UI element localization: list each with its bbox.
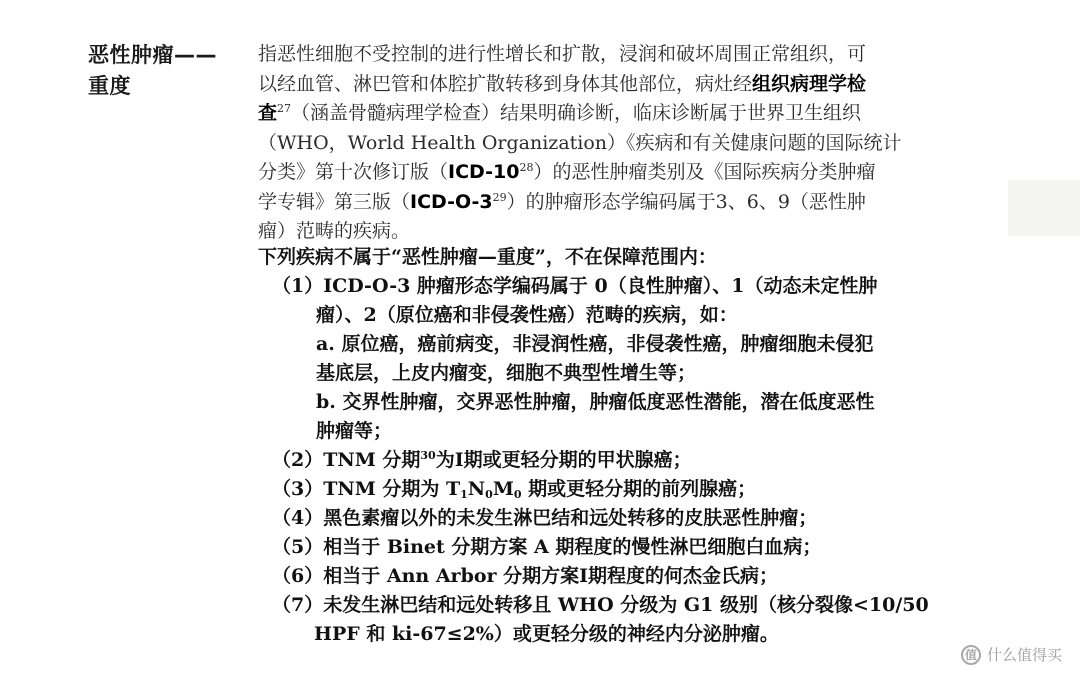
footnote-ref: 28 [519, 161, 534, 174]
scan-edge-band [1008, 180, 1080, 236]
subscript: 0 [485, 488, 493, 501]
definition-line [258, 99, 998, 129]
exclusion-item: （1）ICD-O-3 肿瘤形态学编码属于 0（良性肿瘤）、1（动态未定性肿 [272, 275, 878, 297]
bold-code: ICD-10 [448, 161, 520, 183]
zhi-logo-icon: 值 [961, 645, 981, 665]
definition-line [258, 70, 998, 100]
exclusion-item [258, 475, 998, 504]
term-heading [88, 40, 248, 102]
subscript: 1 [460, 488, 468, 501]
footnote-ref: 30 [420, 449, 436, 462]
definition-line: 指恶性细胞不受控制的进行性增长和扩散，浸润和破坏周围正常组织，可 [258, 43, 867, 65]
exclusion-item-cont: HPF 和 ki-67≤2%）或更轻分级的神经内分泌肿瘤。 [314, 623, 779, 645]
exclusion-subitem-cont: 基底层，上皮内瘤变，细胞不典型性增生等； [316, 362, 697, 384]
text-run: （2）TNM 分期 [272, 449, 421, 471]
subscript: 0 [513, 488, 522, 501]
watermark-text: 什么值得买 [986, 646, 1062, 664]
watermark [961, 644, 1062, 665]
text-run: ）的恶性肿瘤类别及《国际疾病分类肿瘤 [533, 161, 876, 183]
exclusion-item [258, 446, 998, 475]
exclusion-subitem: b. 交界性肿瘤，交界恶性肿瘤，肿瘤低度恶性潜能，潜在低度恶性 [316, 391, 875, 413]
exclusion-item: （4）黑色素瘤以外的未发生淋巴结和远处转移的皮肤恶性肿瘤； [272, 507, 818, 529]
exclusion-item: （6）相当于 Ann Arbor 分期方案Ⅰ期程度的何杰金氏病； [272, 565, 779, 587]
text-run: 以经血管、淋巴管和体腔扩散转移到身体其他部位，病灶经 [258, 72, 753, 95]
text-run: M [492, 478, 514, 500]
exclusion-subitem-cont: 肿瘤等； [316, 420, 393, 442]
text-run: N [467, 478, 486, 500]
bold-term: 查 [258, 102, 278, 124]
exclusion-item-cont: 瘤）、2（原位癌和非侵袭性癌）范畴的疾病，如： [316, 304, 738, 326]
definition-line: 瘤）范畴的疾病。 [258, 220, 411, 242]
text-run: 学专辑》第三版（ [258, 190, 411, 213]
definition-line [258, 188, 998, 218]
exclusions-heading: 下列疾病不属于“恶性肿瘤—重度”，不在保障范围内： [258, 246, 717, 268]
exclusions-list [258, 243, 998, 649]
bold-term: 组织病理学检 [752, 72, 867, 95]
text-run: （涵盖骨髓病理学检查）结果明确诊断，临床诊断属于世界卫生组织 [291, 102, 862, 124]
definition-line: （WHO，World Health Organization）《疾病和有关健康问题的国际统计 [258, 131, 902, 154]
bold-code: ICD-O-3 [410, 190, 493, 213]
term-line: 重度 [88, 74, 131, 98]
text-run: ）的肿瘤形态学编码属于3、6、9（恶性肿 [506, 190, 866, 213]
exclusion-subitem: a. 原位癌，癌前病变，非浸润性癌，非侵袭性癌，肿瘤细胞未侵犯 [316, 333, 874, 355]
footnote-ref: 29 [492, 190, 507, 204]
text-run: 期或更轻分期的前列腺癌； [521, 478, 757, 500]
footnote-ref: 27 [277, 102, 292, 115]
text-run: （3）TNM 分期为 T [272, 478, 461, 500]
exclusion-item: （7）未发生淋巴结和远处转移且 WHO 分级为 G1 级别（核分裂像<10/50 [272, 594, 929, 616]
exclusion-item: （5）相当于 Binet 分期方案 A 期程度的慢性淋巴细胞白血病； [272, 536, 822, 558]
term-line: 恶性肿瘤—— [88, 43, 217, 67]
definition-line [258, 158, 998, 188]
definition-paragraph [258, 40, 998, 247]
text-run: 分类》第十次修订版（ [258, 161, 449, 183]
text-run: 为Ⅰ期或更轻分期的甲状腺癌； [435, 449, 692, 471]
